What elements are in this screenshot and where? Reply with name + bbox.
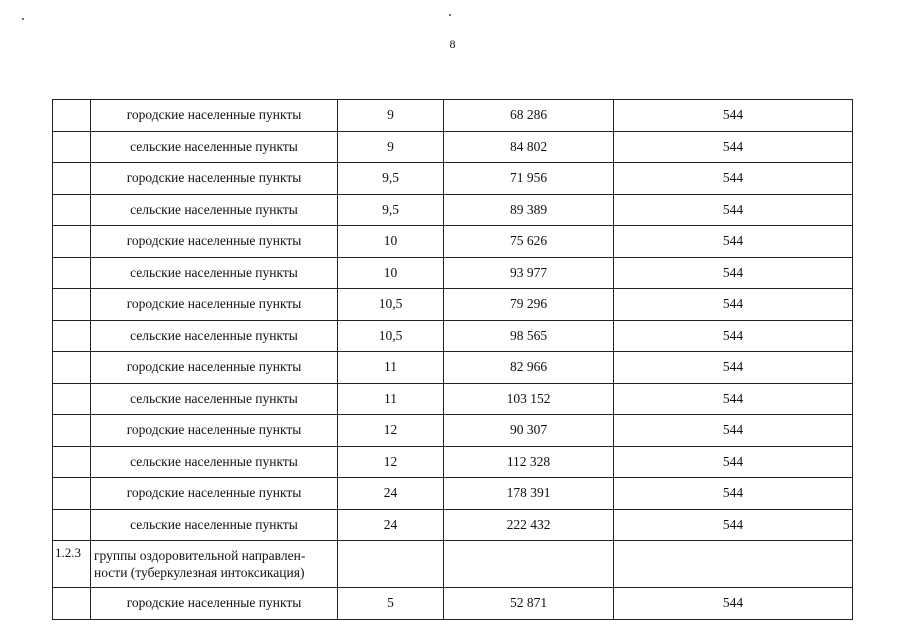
row-rate-cell: 544 bbox=[614, 588, 853, 620]
row-rate-cell: 544 bbox=[614, 194, 853, 226]
row-rate-cell: 544 bbox=[614, 478, 853, 510]
row-label-cell: сельские населенные пункты bbox=[91, 509, 338, 541]
group-title-cell bbox=[91, 541, 338, 588]
row-amount-cell: 75 626 bbox=[444, 226, 614, 258]
row-amount-cell: 82 966 bbox=[444, 352, 614, 384]
row-hours-cell: 5 bbox=[338, 588, 444, 620]
row-rate-cell: 544 bbox=[614, 446, 853, 478]
row-label-cell: сельские населенные пункты bbox=[91, 194, 338, 226]
row-hours-cell: 10 bbox=[338, 257, 444, 289]
row-code-cell bbox=[53, 588, 91, 620]
row-rate-cell: 544 bbox=[614, 383, 853, 415]
row-rate-cell: 544 bbox=[614, 131, 853, 163]
group-title-line-2: ности (туберкулезная интоксикация) bbox=[94, 565, 305, 580]
row-label-cell: сельские населенные пункты bbox=[91, 257, 338, 289]
table-row bbox=[53, 194, 853, 226]
row-amount-cell: 68 286 bbox=[444, 100, 614, 132]
table-row bbox=[53, 415, 853, 447]
scan-speck bbox=[449, 14, 451, 16]
table-row bbox=[53, 588, 853, 620]
row-hours-cell: 9 bbox=[338, 131, 444, 163]
group-hours-cell bbox=[338, 541, 444, 588]
row-hours-cell: 10 bbox=[338, 226, 444, 258]
row-amount-cell: 89 389 bbox=[444, 194, 614, 226]
row-code-cell bbox=[53, 289, 91, 321]
row-rate-cell: 544 bbox=[614, 509, 853, 541]
row-code-cell bbox=[53, 163, 91, 195]
row-label-cell: городские населенные пункты bbox=[91, 163, 338, 195]
row-label-cell: городские населенные пункты bbox=[91, 226, 338, 258]
row-label-cell: городские населенные пункты bbox=[91, 415, 338, 447]
row-code-cell bbox=[53, 194, 91, 226]
group-title-line-1: группы оздоровительной направлен- bbox=[94, 548, 306, 563]
row-rate-cell: 544 bbox=[614, 415, 853, 447]
table-row bbox=[53, 509, 853, 541]
page-number: 8 bbox=[449, 37, 456, 51]
row-rate-cell: 544 bbox=[614, 226, 853, 258]
row-code-cell bbox=[53, 320, 91, 352]
table-row bbox=[53, 446, 853, 478]
row-code-cell bbox=[53, 415, 91, 447]
row-code-cell bbox=[53, 478, 91, 510]
row-label-cell: городские населенные пункты bbox=[91, 588, 338, 620]
row-hours-cell: 24 bbox=[338, 478, 444, 510]
row-rate-cell: 544 bbox=[614, 352, 853, 384]
scan-speck bbox=[22, 18, 24, 20]
row-hours-cell: 12 bbox=[338, 415, 444, 447]
row-code-cell bbox=[53, 226, 91, 258]
table-row bbox=[53, 383, 853, 415]
row-amount-cell: 52 871 bbox=[444, 588, 614, 620]
row-rate-cell: 544 bbox=[614, 100, 853, 132]
row-hours-cell: 9 bbox=[338, 100, 444, 132]
row-code-cell bbox=[53, 257, 91, 289]
row-amount-cell: 112 328 bbox=[444, 446, 614, 478]
group-code-cell: 1.2.3 bbox=[53, 541, 91, 588]
tariff-table bbox=[52, 99, 853, 620]
table-row bbox=[53, 478, 853, 510]
row-code-cell bbox=[53, 383, 91, 415]
table-row bbox=[53, 100, 853, 132]
row-code-cell bbox=[53, 509, 91, 541]
table-body bbox=[53, 100, 853, 620]
row-hours-cell: 10,5 bbox=[338, 320, 444, 352]
group-amount-cell bbox=[444, 541, 614, 588]
row-label-cell: городские населенные пункты bbox=[91, 289, 338, 321]
row-hours-cell: 24 bbox=[338, 509, 444, 541]
group-rate-cell bbox=[614, 541, 853, 588]
row-hours-cell: 9,5 bbox=[338, 194, 444, 226]
row-label-cell: городские населенные пункты bbox=[91, 100, 338, 132]
row-label-cell: городские населенные пункты bbox=[91, 352, 338, 384]
row-code-cell bbox=[53, 446, 91, 478]
row-rate-cell: 544 bbox=[614, 163, 853, 195]
row-amount-cell: 90 307 bbox=[444, 415, 614, 447]
row-hours-cell: 11 bbox=[338, 383, 444, 415]
row-hours-cell: 10,5 bbox=[338, 289, 444, 321]
row-hours-cell: 11 bbox=[338, 352, 444, 384]
row-label-cell: сельские населенные пункты bbox=[91, 320, 338, 352]
group-header-row bbox=[53, 541, 853, 588]
row-label-cell: сельские населенные пункты bbox=[91, 446, 338, 478]
row-label-cell: сельские населенные пункты bbox=[91, 383, 338, 415]
row-hours-cell: 9,5 bbox=[338, 163, 444, 195]
row-amount-cell: 84 802 bbox=[444, 131, 614, 163]
table-row bbox=[53, 289, 853, 321]
row-amount-cell: 178 391 bbox=[444, 478, 614, 510]
row-amount-cell: 103 152 bbox=[444, 383, 614, 415]
row-amount-cell: 222 432 bbox=[444, 509, 614, 541]
row-amount-cell: 98 565 bbox=[444, 320, 614, 352]
row-code-cell bbox=[53, 131, 91, 163]
row-label-cell: сельские населенные пункты bbox=[91, 131, 338, 163]
table-row bbox=[53, 226, 853, 258]
row-rate-cell: 544 bbox=[614, 289, 853, 321]
row-amount-cell: 79 296 bbox=[444, 289, 614, 321]
table-row bbox=[53, 257, 853, 289]
row-label-cell: городские населенные пункты bbox=[91, 478, 338, 510]
row-code-cell bbox=[53, 352, 91, 384]
table-row bbox=[53, 131, 853, 163]
row-code-cell bbox=[53, 100, 91, 132]
table-row bbox=[53, 163, 853, 195]
table-row bbox=[53, 352, 853, 384]
row-rate-cell: 544 bbox=[614, 320, 853, 352]
table-row bbox=[53, 320, 853, 352]
row-hours-cell: 12 bbox=[338, 446, 444, 478]
row-amount-cell: 93 977 bbox=[444, 257, 614, 289]
row-amount-cell: 71 956 bbox=[444, 163, 614, 195]
row-rate-cell: 544 bbox=[614, 257, 853, 289]
